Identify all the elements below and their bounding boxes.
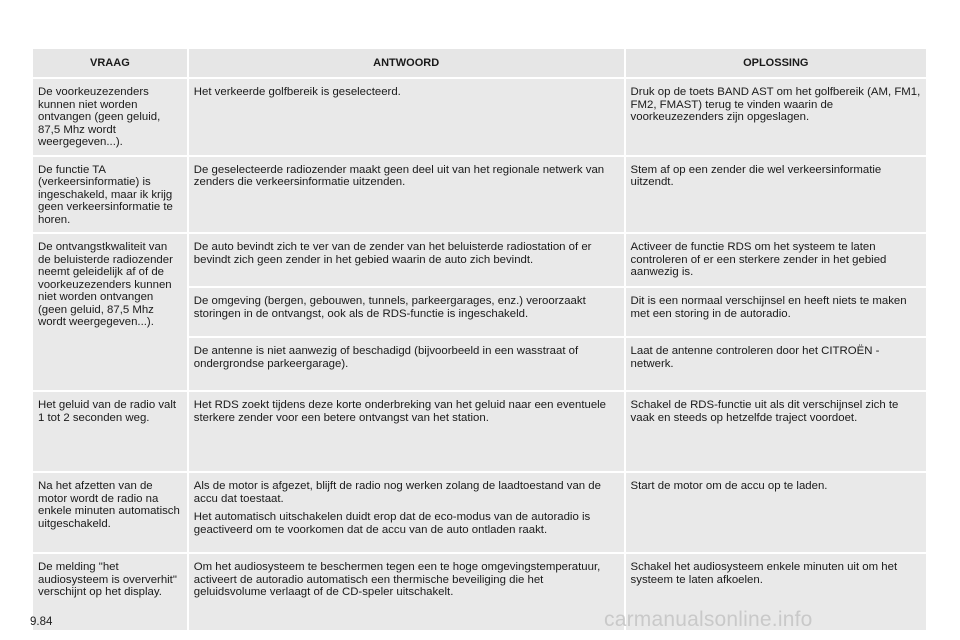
table-row — [33, 392, 926, 471]
solution-cell: Activeer de functie RDS om het systeem te laten controleren of er een sterkere zender in het gebied aanwezig is. — [626, 234, 926, 286]
question-cell: De functie TA (verkeersinformatie) is ingeschakeld, maar ik krijg geen verkeersinformatie te horen. — [33, 157, 187, 233]
answer-paragraph: De geselecteerde radiozender maakt geen deel uit van het regionale netwerk van zenders die verkeersinformatie uitzenden. — [193, 163, 605, 188]
answer-cell — [189, 338, 624, 390]
question-cell: De ontvangstkwaliteit van de beluisterde radiozender neemt geleidelijk af of de voorkeuzezenders kunnen niet worden ontvangen (geen geluid, 87,5 Mhz wordt weergegeven...). — [33, 234, 187, 390]
solution-cell: Druk op de toets BAND AST om het golfbereik (AM, FM1, FM2, FMAST) terug te vinden waarin de voorkeuzezenders zijn opgeslagen. — [626, 79, 926, 155]
table-row — [33, 234, 926, 286]
solution-cell: Stem af op een zender die wel verkeersinformatie uitzendt. — [626, 157, 926, 233]
answer-paragraph: Het automatisch uitschakelen duidt erop dat de eco-modus van de autoradio is geactiveerd om te voorkomen dat de accu van de auto ontladen raakt. — [193, 511, 591, 536]
table-row — [33, 157, 926, 233]
answer-paragraph: Als de motor is afgezet, blijft de radio nog werken zolang de laadtoestand van de accu dat toestaat. — [193, 480, 601, 505]
answer-cell — [189, 392, 624, 471]
answer-cell — [189, 79, 624, 155]
answer-cell — [189, 288, 624, 336]
header-vraag: VRAAG — [33, 49, 187, 77]
answer-paragraph: Het verkeerde golfbereik is geselecteerd. — [193, 86, 401, 98]
solution-cell: Schakel de RDS-functie uit als dit verschijnsel zich te vaak en steeds op hetzelfde traject voordoet. — [626, 392, 926, 471]
header-antwoord: ANTWOORD — [189, 49, 624, 77]
solution-cell: Schakel het audiosysteem enkele minuten uit om het systeem te laten afkoelen. — [626, 554, 926, 630]
table-row — [33, 79, 926, 155]
answer-paragraph: Het RDS zoekt tijdens deze korte onderbreking van het geluid naar een eventuele sterkere zender voor een betere ontvangst van het station. — [193, 399, 607, 424]
answer-cell — [189, 473, 624, 552]
troubleshooting-table — [31, 47, 928, 632]
solution-cell: Laat de antenne controleren door het CITROËN - netwerk. — [626, 338, 926, 390]
answer-paragraph: De auto bevindt zich te ver van de zender van het beluisterde radiostation of er bevindt zich geen zender in het gebied waarin de auto zich bevindt. — [193, 241, 592, 266]
answer-paragraph: Om het audiosysteem te beschermen tegen een te hoge omgevingstemperatuur, activeert de autoradio automatisch een thermische beveiliging die het geluidsvolume verlaagt of de CD-speler uitschakelt. — [193, 561, 601, 598]
table-body — [33, 79, 926, 630]
question-cell: De voorkeuzezenders kunnen niet worden ontvangen (geen geluid, 87,5 Mhz wordt weergegeven...). — [33, 79, 187, 155]
question-cell: Het geluid van de radio valt 1 tot 2 seconden weg. — [33, 392, 187, 471]
question-cell: Na het afzetten van de motor wordt de radio na enkele minuten automatisch uitgeschakeld. — [33, 473, 187, 552]
question-cell: De melding "het audiosysteem is oververhit" verschijnt op het display. — [33, 554, 187, 630]
page-number: 9.84 — [30, 616, 53, 628]
table-row — [33, 473, 926, 552]
answer-cell — [189, 234, 624, 286]
answer-cell — [189, 554, 624, 630]
answer-paragraph: De omgeving (bergen, gebouwen, tunnels, parkeergarages, enz.) veroorzaakt storingen in de ontvangst, ook als de RDS-functie is ingeschakeld. — [193, 295, 586, 320]
table-header-row — [33, 49, 926, 77]
solution-cell: Dit is een normaal verschijnsel en heeft niets te maken met een storing in de autoradio. — [626, 288, 926, 336]
watermark: carmanualsonline.info — [604, 608, 813, 631]
answer-paragraph: De antenne is niet aanwezig of beschadigd (bijvoorbeeld in een wasstraat of ondergrondse parkeergarage). — [193, 345, 579, 370]
answer-cell — [189, 157, 624, 233]
solution-cell: Start de motor om de accu op te laden. — [626, 473, 926, 552]
header-oplossing: OPLOSSING — [626, 49, 926, 77]
